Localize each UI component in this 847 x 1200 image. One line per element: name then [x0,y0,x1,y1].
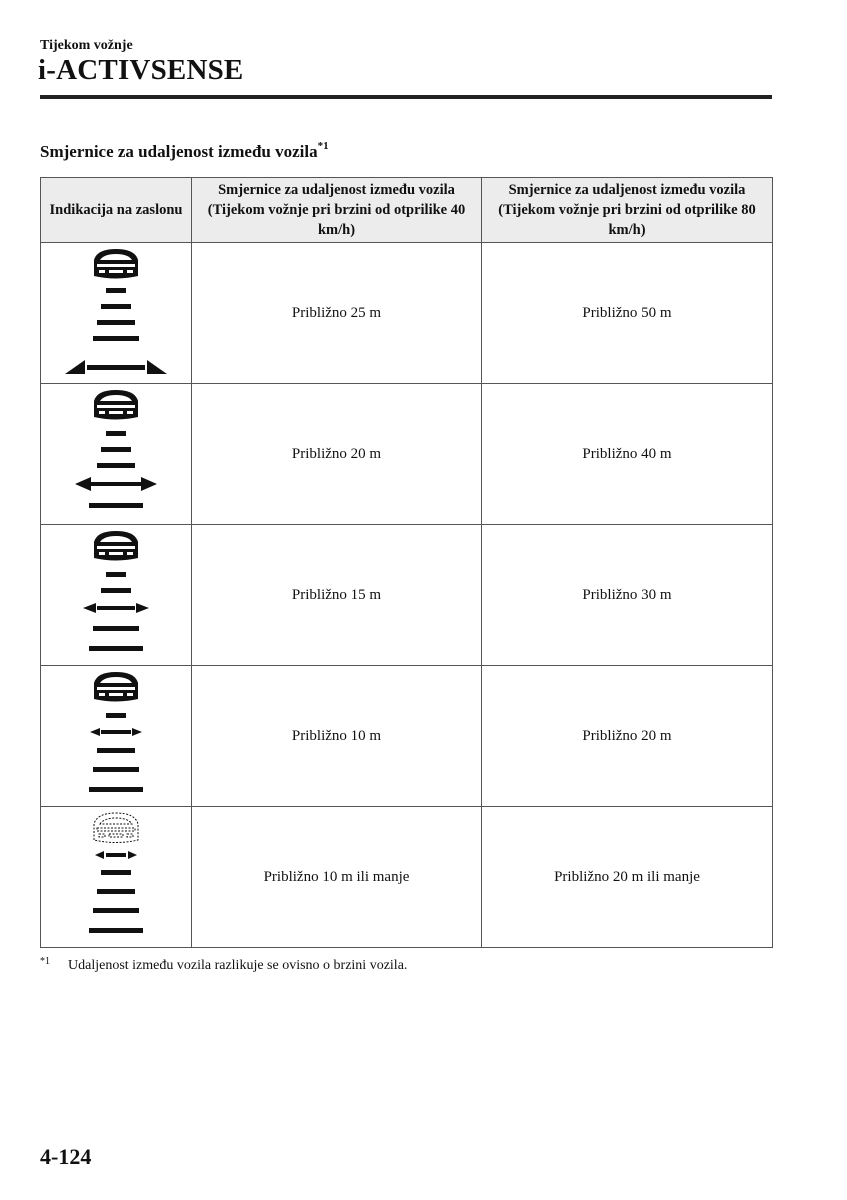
title-divider [40,95,772,99]
distance-indicator-level-3-icon [61,528,171,662]
display-cell [41,384,192,525]
distance-guide-table [40,177,773,948]
distance-80kmh-cell: Približno 20 m ili manje [482,807,773,948]
footnote-text: Udaljenost između vozila razlikuje se ovisno o brzini vozila. [68,958,408,973]
table-heading-footnote-marker: *1 [317,140,329,152]
vehicle-ahead-icon [94,672,138,702]
distance-40kmh-cell: Približno 10 m [192,666,482,807]
table-row [41,525,773,666]
footnote [40,958,407,974]
distance-indicator-level-1-dashed-icon [61,810,171,944]
distance-80kmh-cell: Približno 50 m [482,243,773,384]
table-heading [40,142,329,162]
table-heading-text: Smjernice za udaljenost između vozila [40,142,318,161]
vehicle-ahead-dashed-icon [94,813,138,843]
distance-40kmh-cell: Približno 20 m [192,384,482,525]
vehicle-ahead-icon [94,531,138,561]
header-distance-40kmh: Smjernice za udaljenost između vozila (Tijekom vožnje pri brzini od otprilike 40 km/h) [192,178,482,243]
table-row [41,666,773,807]
display-cell [41,525,192,666]
table-row [41,807,773,948]
section-label: Tijekom vožnje [40,38,133,53]
display-cell [41,807,192,948]
display-cell [41,666,192,807]
display-cell [41,243,192,384]
vehicle-ahead-icon [94,249,138,279]
distance-40kmh-cell: Približno 10 m ili manje [192,807,482,948]
chapter-title: i-ACTIVSENSE [38,54,244,86]
distance-80kmh-cell: Približno 20 m [482,666,773,807]
table-header-row [41,178,773,243]
distance-40kmh-cell: Približno 25 m [192,243,482,384]
distance-indicator-level-5-icon [61,246,171,380]
page-number: 4-124 [40,1144,92,1169]
vehicle-ahead-icon [94,390,138,420]
table-row [41,243,773,384]
distance-indicator-level-4-icon [61,387,171,521]
header-distance-80kmh: Smjernice za udaljenost između vozila (Tijekom vožnje pri brzini od otprilike 80 km/h) [482,178,773,243]
distance-80kmh-cell: Približno 30 m [482,525,773,666]
distance-80kmh-cell: Približno 40 m [482,384,773,525]
distance-indicator-level-2-icon [61,669,171,803]
header-display-indication: Indikacija na zaslonu [41,178,192,243]
table-row [41,384,773,525]
distance-40kmh-cell: Približno 15 m [192,525,482,666]
footnote-marker: *1 [40,956,50,967]
